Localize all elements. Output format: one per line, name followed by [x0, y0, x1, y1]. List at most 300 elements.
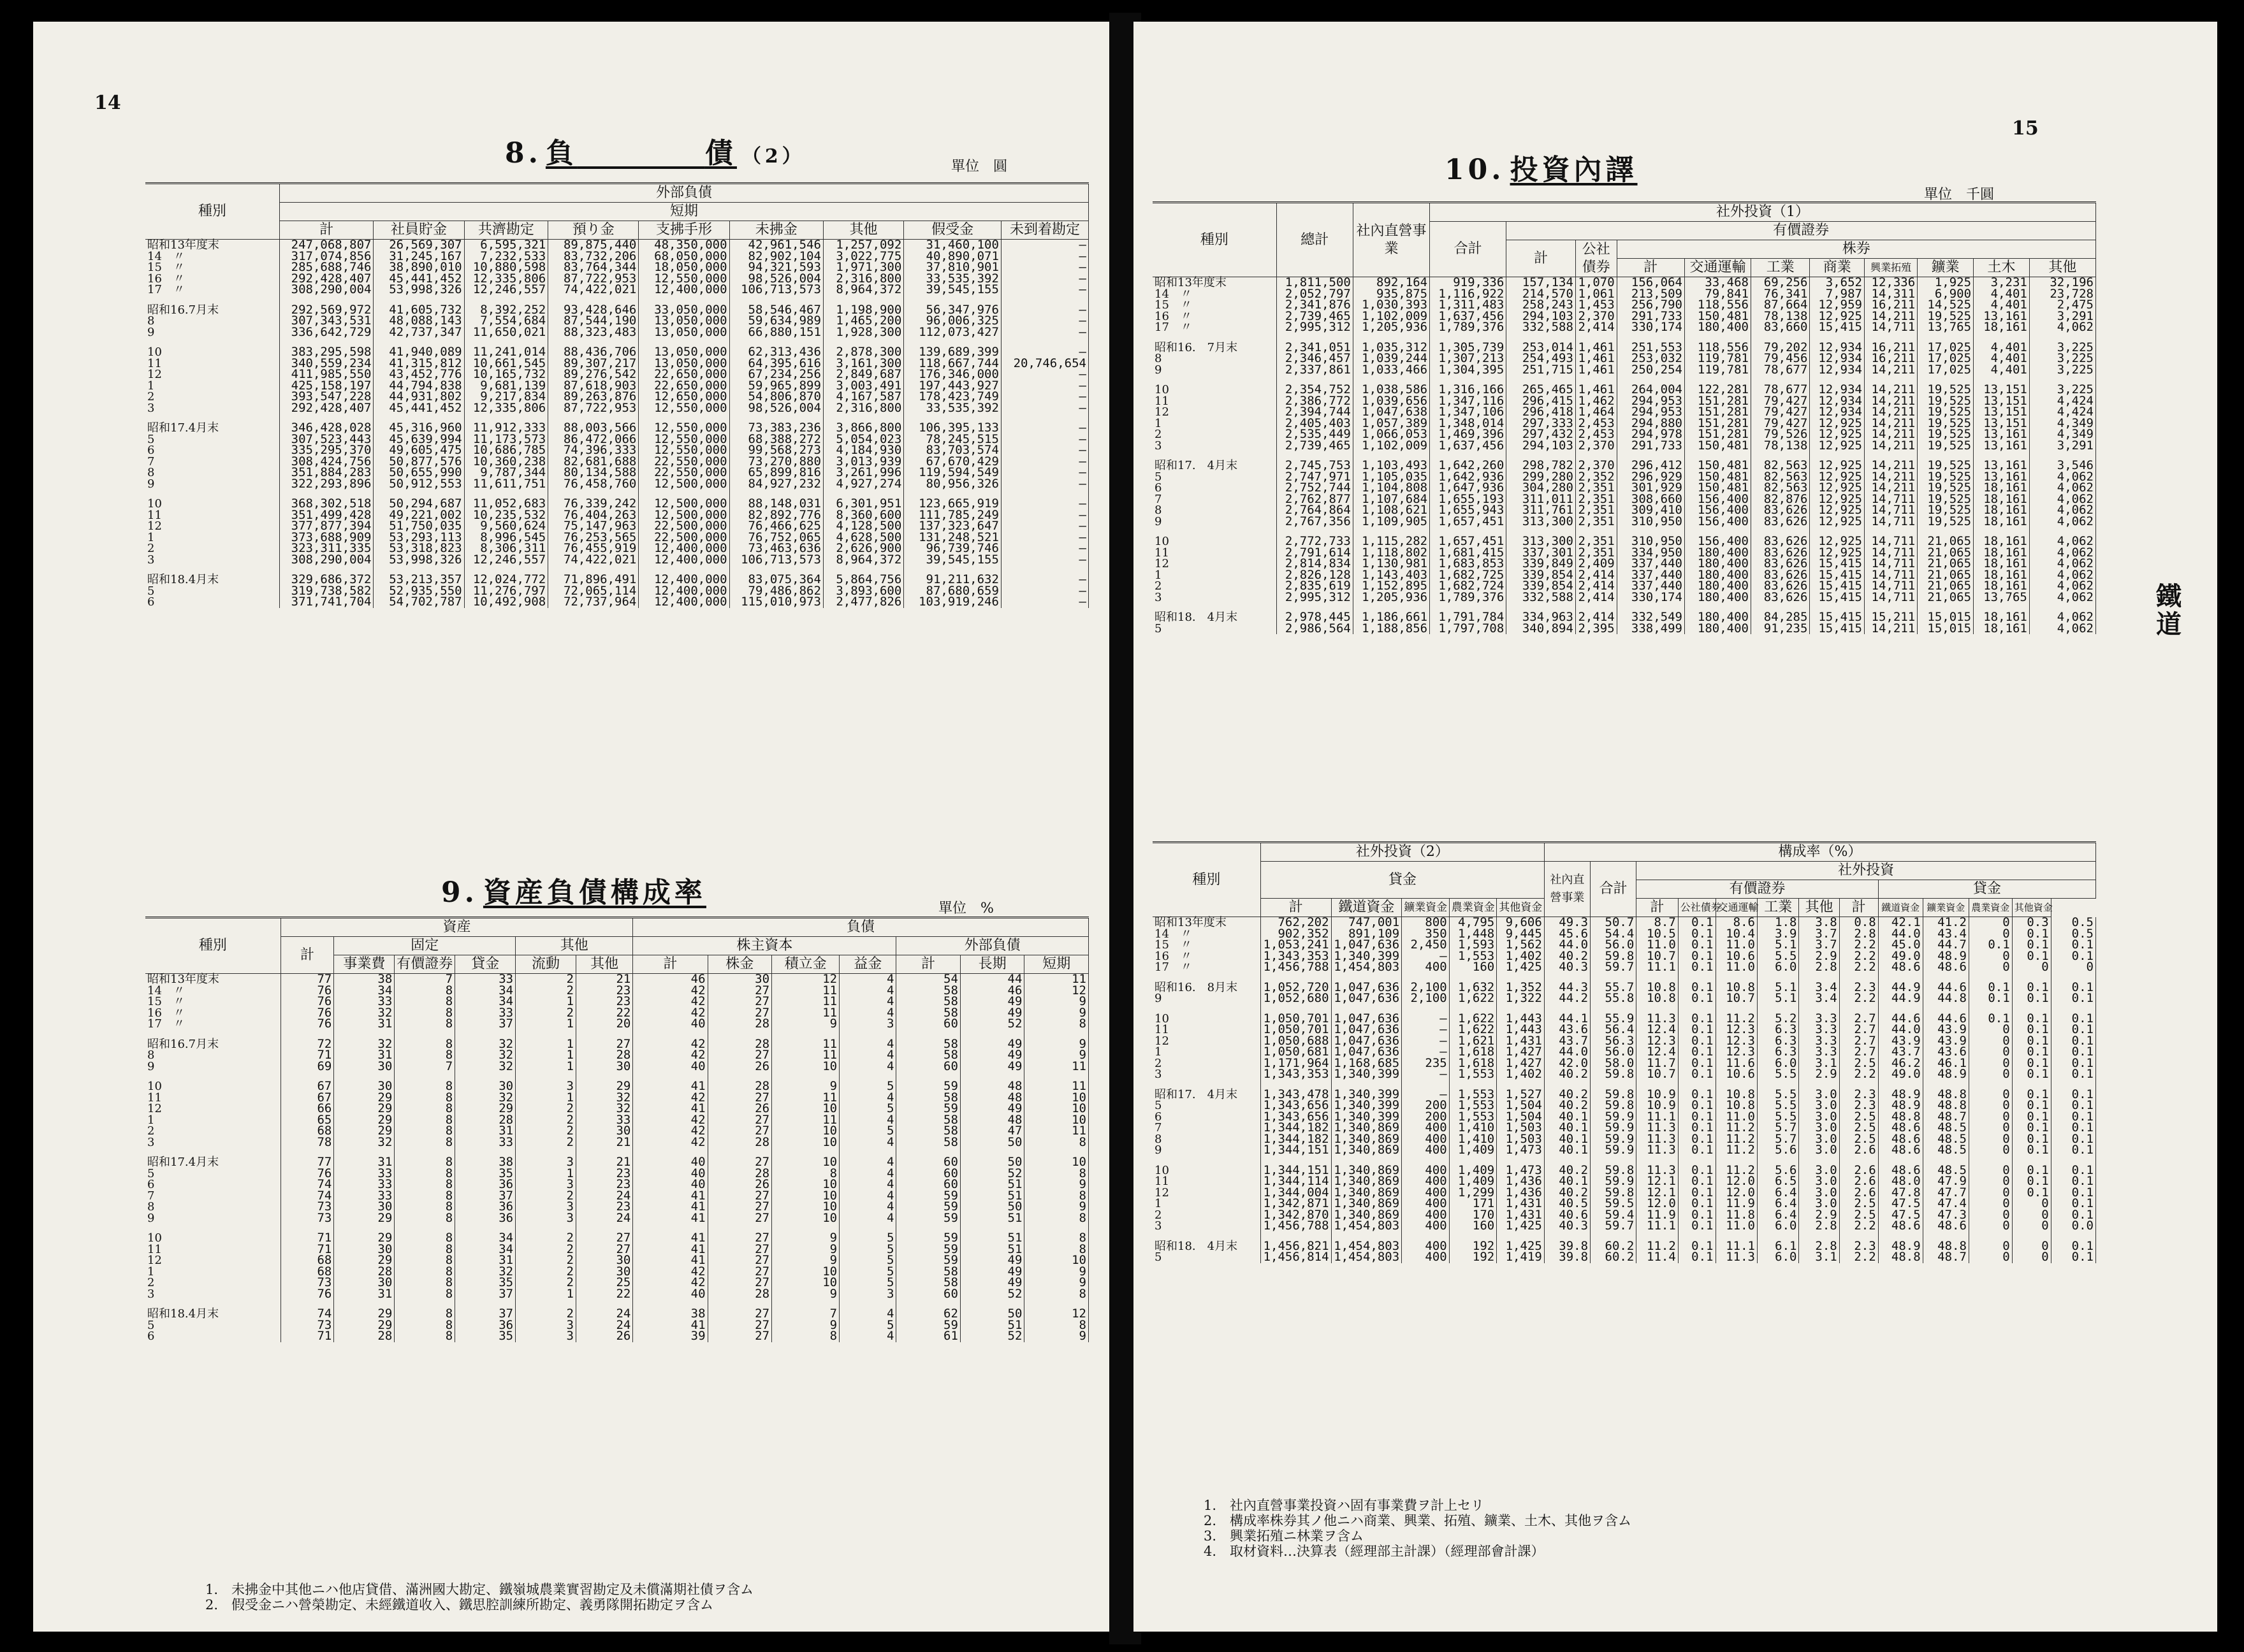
cell: 1,340,869 [1331, 1187, 1402, 1199]
section-tab-railway: 鐵 道 [2156, 581, 2182, 639]
cell: 26 [708, 1061, 771, 1073]
cell: 180,400 [1684, 570, 1751, 581]
cell: 40.1 [1544, 1145, 1590, 1156]
cell: 29 [334, 1092, 395, 1104]
cell: 1,205,936 [1353, 322, 1429, 333]
row-label: 17 〃 [1153, 322, 1276, 333]
cell: 4 [840, 1115, 896, 1126]
cell: 87,618,903 [548, 380, 639, 392]
cell: 40.2 [1544, 1187, 1590, 1199]
cell: 4,062 [2029, 581, 2095, 592]
cell: 55.7 [1591, 982, 1636, 994]
cell: 32 [455, 1061, 516, 1073]
cell: 10,661,545 [464, 358, 548, 370]
cell: 4,795 [1449, 917, 1497, 929]
cell: 4 [840, 1308, 896, 1320]
cell: 2.8 [1799, 1221, 1839, 1232]
row-label: 14 〃 [1153, 929, 1260, 940]
row-label: 昭和13年度末 [145, 974, 280, 985]
cell: 35 [455, 1168, 516, 1180]
cell: 0.8 [1839, 917, 1878, 929]
cell: 0 [1969, 1089, 2012, 1101]
row-label: 10 [1153, 384, 1276, 396]
cell: 15,015 [1918, 612, 1974, 623]
row-label: 8 [145, 315, 280, 327]
cell: 11.3 [1636, 1122, 1678, 1134]
cell: 23 [576, 985, 633, 997]
cell: 53,998,326 [374, 284, 464, 296]
cell: 180,400 [1684, 322, 1751, 333]
cell: 180,400 [1684, 581, 1751, 592]
cell: 2,826,128 [1276, 570, 1353, 581]
cell: 12.4 [1636, 1024, 1678, 1036]
cell: 0 [1969, 1069, 2012, 1080]
cell: 8 [395, 1103, 455, 1115]
cell: 19,525 [1918, 482, 1974, 494]
cell: 32 [334, 1137, 395, 1148]
row-label: 9 [1153, 516, 1276, 528]
cell: 8 [395, 1255, 455, 1266]
cell: 294,978 [1617, 429, 1684, 440]
row-label: 1 [1153, 418, 1276, 430]
cell: 48,350,000 [639, 240, 729, 251]
cell: 33 [334, 1168, 395, 1180]
cell: 68 [280, 1255, 334, 1266]
cell: 78,677 [1751, 384, 1809, 396]
cell: 12,024,772 [464, 574, 548, 586]
cell: 43.7 [1878, 1047, 1923, 1058]
cell: 22,650,000 [639, 380, 729, 392]
cell: 60 [896, 1179, 960, 1191]
cell: 10 [772, 1103, 840, 1115]
cell: 11.0 [1716, 962, 1757, 973]
cell: 74,422,021 [548, 554, 639, 566]
row-label: 6 [1153, 1112, 1260, 1123]
cell: 8 [395, 1039, 455, 1050]
cell: 292,569,972 [280, 305, 374, 316]
cell: 1,464 [1575, 407, 1617, 418]
cell: 60 [896, 1018, 960, 1030]
cell: 37 [455, 1018, 516, 1030]
cell: 62 [896, 1308, 960, 1320]
table-row [1153, 516, 2096, 528]
cell: 10 [1024, 1103, 1089, 1115]
table-8-title: 8. 負 債 （2） [505, 137, 805, 170]
cell: 151,281 [1684, 429, 1751, 440]
cell: 1,343,656 [1260, 1112, 1331, 1123]
cell: 334,963 [1506, 612, 1576, 623]
cell: 2.3 [1839, 1100, 1878, 1112]
cell: 1,402 [1497, 1069, 1545, 1080]
cell: 28 [334, 1331, 395, 1342]
cell: 3.7 [1799, 929, 1839, 940]
cell: 9 [1024, 1277, 1089, 1289]
cell: 2,370 [1575, 460, 1617, 472]
cell: 1,340,399 [1331, 1112, 1402, 1123]
cell: 0.1 [2051, 1165, 2095, 1177]
cell: 15,415 [1810, 612, 1865, 623]
row-label: 昭和17.4月末 [145, 423, 280, 434]
cell: 0 [1969, 1210, 2012, 1221]
cell: 150,481 [1684, 482, 1751, 494]
cell: 42 [633, 1137, 708, 1148]
cell: 3.7 [1799, 939, 1839, 951]
cell: 58 [896, 1115, 960, 1126]
cell: 1,425 [1497, 1221, 1545, 1232]
cell: 59 [896, 1103, 960, 1115]
cell: 19,525 [1918, 440, 1974, 452]
cell: 11,052,683 [464, 498, 548, 510]
header-mining-fund: 鑛業資金 [1402, 899, 1450, 917]
cell: 48.9 [1878, 1100, 1923, 1112]
cell: 12.3 [1716, 1036, 1757, 1047]
cell: 10 [1024, 1115, 1089, 1126]
cell: 48,088,143 [374, 315, 464, 327]
cell: 1,503 [1497, 1122, 1545, 1134]
cell: 66 [280, 1103, 334, 1115]
row-label: 7 [1153, 1122, 1260, 1134]
table-row [145, 403, 1089, 414]
row-label: 16 〃 [145, 273, 280, 285]
cell: 14,211 [1864, 384, 1917, 396]
cell: 59.7 [1591, 962, 1636, 973]
cell: 87,722,953 [548, 403, 639, 414]
cell: 14,311 [1864, 289, 1917, 300]
cell: 40.6 [1544, 1210, 1590, 1221]
table-10-investment [1153, 201, 2096, 634]
cell: 8 [395, 1201, 455, 1213]
left-page [33, 22, 1117, 1632]
cell: 2,414 [1575, 581, 1617, 592]
cell: 26,569,307 [374, 240, 464, 251]
cell: 29 [334, 1255, 395, 1266]
cell: 79,427 [1751, 407, 1809, 418]
cell: 111,785,249 [904, 510, 1002, 521]
cell: 9 [1024, 1331, 1089, 1342]
cell: 0 [1969, 1187, 2012, 1199]
cell: 12.3 [1716, 1047, 1757, 1058]
cell: 73 [280, 1277, 334, 1289]
cell: 45,639,994 [374, 434, 464, 446]
cell: 0.1 [2051, 1176, 2095, 1187]
cell: 76 [280, 1018, 334, 1030]
cell: 43.9 [1878, 1036, 1923, 1047]
cell: 4,062 [2029, 494, 2095, 505]
cell: 3,225 [2029, 365, 2095, 376]
cell: 2,772,733 [1276, 536, 1353, 547]
cell: 1,461 [1575, 353, 1617, 365]
cell: 0.1 [2051, 951, 2095, 962]
cell: 4,062 [2029, 516, 2095, 528]
cell: 12,650,000 [639, 391, 729, 403]
cell: 48.9 [1923, 1069, 1969, 1080]
cell: 48.8 [1878, 1112, 1923, 1123]
cell: 59.8 [1591, 951, 1636, 962]
cell: 1,130,981 [1353, 558, 1429, 570]
cell: 9,681,139 [464, 380, 548, 392]
cell: 10.8 [1716, 982, 1757, 994]
cell: 8 [395, 1266, 455, 1278]
row-label: 10 [1153, 1165, 1260, 1177]
cell: 0.1 [2012, 1122, 2051, 1134]
cell: 1,344,114 [1260, 1176, 1331, 1187]
cell: 1,030,393 [1353, 300, 1429, 311]
header-agri-fund2: 農業資金 [1969, 899, 2012, 917]
cell: 0.1 [2012, 993, 2051, 1004]
cell: 23 [576, 1179, 633, 1191]
header-total2: 計 [1636, 899, 1678, 917]
cell: 0.0 [2051, 1221, 2095, 1232]
cell: 42 [633, 1266, 708, 1278]
cell: 34 [455, 985, 516, 997]
header-other-fund2: 其他資金 [2012, 899, 2051, 917]
cell: 308,290,004 [280, 554, 374, 566]
cell: 0 [1969, 1221, 2012, 1232]
cell: 0.1 [1678, 1089, 1716, 1101]
cell: 83,764,344 [548, 262, 639, 273]
cell: 67 [280, 1092, 334, 1104]
cell: 1,419 [1497, 1252, 1545, 1263]
cell: 40.2 [1544, 1165, 1590, 1177]
cell: 48.5 [1923, 1134, 1969, 1145]
cell: 56.3 [1591, 1036, 1636, 1047]
cell: 0.1 [1969, 1013, 2012, 1025]
cell: 11.0 [1716, 1112, 1757, 1123]
header-total3: 計 [1617, 259, 1684, 277]
cell: 23 [576, 996, 633, 1008]
cell: 1,343,353 [1260, 1069, 1331, 1080]
cell: 36 [455, 1179, 516, 1191]
cell: 2.3 [1839, 1089, 1878, 1101]
table-row [1153, 1069, 2096, 1080]
cell: 335,295,370 [280, 445, 374, 456]
cell: 12,550,000 [639, 423, 729, 434]
cell: 8 [1024, 1233, 1089, 1244]
cell: 2.2 [1839, 1252, 1878, 1263]
header-rail-fund: 鐵道資金 [1331, 899, 1402, 917]
cell: 1,427 [1497, 1058, 1545, 1069]
row-label: 6 [1153, 482, 1276, 494]
row-label: 2 [145, 391, 280, 403]
cell: 292,428,407 [280, 403, 374, 414]
cell: 59.9 [1591, 1134, 1636, 1145]
cell: 0.1 [2012, 1145, 2051, 1156]
cell: 12,400,000 [639, 597, 729, 608]
cell: 98,526,004 [729, 273, 823, 285]
cell: 31,460,100 [904, 240, 1002, 251]
cell: 18,161 [1974, 516, 2030, 528]
cell: 11,611,751 [464, 479, 548, 490]
cell: 59.4 [1591, 1210, 1636, 1221]
cell: 251,715 [1506, 365, 1576, 376]
cell: 1,342,871 [1260, 1198, 1331, 1210]
cell: 1,340,869 [1331, 1122, 1402, 1134]
cell: 14,211 [1864, 472, 1917, 483]
cell: 9 [772, 1081, 840, 1092]
cell: 8 [395, 1289, 455, 1300]
cell: 50,655,990 [374, 467, 464, 479]
cell: 44.0 [1544, 939, 1590, 951]
cell: ― [1001, 479, 1088, 490]
cell: 12.0 [1716, 1176, 1757, 1187]
cell: 150,481 [1684, 460, 1751, 472]
table-row [145, 1289, 1089, 1300]
cell: 8 [1024, 1191, 1089, 1202]
cell: 9,606 [1497, 917, 1545, 929]
cell: 8 [1024, 1137, 1089, 1148]
row-label: 昭和16.7月末 [145, 1039, 280, 1050]
cell: 40.1 [1544, 1176, 1590, 1187]
cell: 30 [708, 974, 771, 985]
table-10-unit: 單位 千圓 [1924, 187, 1995, 203]
cell: 15,415 [1810, 581, 1865, 592]
cell: 103,919,246 [904, 597, 1002, 608]
cell: 58 [896, 1008, 960, 1019]
cell: 8 [395, 996, 455, 1008]
cell: 151,281 [1684, 407, 1751, 418]
cell: 28 [576, 1050, 633, 1061]
row-label: 12 [1153, 1036, 1260, 1047]
cell: 59.9 [1591, 1112, 1636, 1123]
cell: 0.1 [2012, 982, 2051, 994]
cell: 3 [516, 1179, 576, 1191]
cell: 93,428,646 [548, 305, 639, 316]
cell: 41,315,812 [374, 358, 464, 370]
cell: 13,161 [1974, 460, 2030, 472]
header-kind: 種別 [1153, 203, 1276, 277]
row-label: 2 [1153, 429, 1276, 440]
cell: 308,424,756 [280, 456, 374, 468]
cell: 13,151 [1974, 396, 2030, 407]
cell: 12,934 [1810, 353, 1865, 365]
cell: 29 [576, 1081, 633, 1092]
cell: 75,147,963 [548, 521, 639, 532]
cell: 0.1 [1678, 1165, 1716, 1177]
row-label: 16 〃 [1153, 951, 1260, 962]
cell: 40 [633, 1157, 708, 1168]
cell: 14,711 [1864, 592, 1917, 604]
cell: 2,395 [1575, 623, 1617, 635]
cell: 2,346,457 [1276, 353, 1353, 365]
cell: 11 [772, 1115, 840, 1126]
cell: 36 [455, 1213, 516, 1224]
cell: 59.8 [1591, 1165, 1636, 1177]
cell: 8 [395, 1308, 455, 1320]
cell: 1,431 [1497, 1210, 1545, 1221]
cell: 83,626 [1751, 581, 1809, 592]
cell: 14,711 [1864, 505, 1917, 516]
cell: 48.5 [1923, 1145, 1969, 1156]
cell: 12,400,000 [639, 543, 729, 554]
cell: 2,477,826 [823, 597, 903, 608]
cell: 3.3 [1799, 1024, 1839, 1036]
cell: 3 [516, 1081, 576, 1092]
cell: 6,301,951 [823, 498, 903, 510]
cell: 1,344,182 [1260, 1134, 1331, 1145]
cell: 2,351 [1575, 536, 1617, 547]
cell: 0.1 [1678, 1210, 1716, 1221]
cell: 8,964,372 [823, 554, 903, 566]
cell: 38 [334, 974, 395, 985]
cell: 2,409 [1575, 558, 1617, 570]
cell: ― [1001, 369, 1088, 380]
cell: 22,650,000 [639, 369, 729, 380]
cell: 3.1 [1799, 1252, 1839, 1263]
cell: 0.1 [2012, 1024, 2051, 1036]
row-label: 15 〃 [145, 262, 280, 273]
header-mining: 鑛業 [1918, 259, 1974, 277]
cell: 1,104,808 [1353, 482, 1429, 494]
cell: 8 [395, 1115, 455, 1126]
table-9-notes [205, 1582, 754, 1612]
header-external-investment: 社外投資（1） [1430, 203, 2096, 222]
cell: 309,410 [1617, 505, 1684, 516]
cell: 3,261,996 [823, 467, 903, 479]
cell: 330,174 [1617, 322, 1684, 333]
row-label: 8 [1153, 505, 1276, 516]
cell: 10.5 [1636, 929, 1678, 940]
cell: 400 [1402, 1198, 1450, 1210]
cell: 59 [896, 1213, 960, 1224]
cell: 94,321,593 [729, 262, 823, 273]
cell: 43.7 [1544, 1036, 1590, 1047]
cell: 2 [516, 974, 576, 985]
cell: 3 [516, 1157, 576, 1168]
cell: 0 [1969, 1134, 2012, 1145]
cell: 43.4 [1923, 929, 1969, 940]
cell: 76,341 [1751, 289, 1809, 300]
cell: 1,050,701 [1260, 1013, 1331, 1025]
cell: 0 [2012, 962, 2051, 973]
cell: 2,739,465 [1276, 440, 1353, 452]
cell: 296,418 [1506, 407, 1576, 418]
cell: 59.9 [1591, 1176, 1636, 1187]
cell: 37 [455, 1289, 516, 1300]
cell: ― [1001, 403, 1088, 414]
cell: 1,402 [1497, 951, 1545, 962]
cell: 91,235 [1751, 623, 1809, 635]
row-label: 昭和13年度末 [145, 240, 280, 251]
cell: 2,814,834 [1276, 558, 1353, 570]
cell: 9,445 [1497, 929, 1545, 940]
row-label: 11 [1153, 1176, 1260, 1187]
cell: 425,158,197 [280, 380, 374, 392]
cell: 32 [576, 1103, 633, 1115]
row-label: 11 [145, 510, 280, 521]
cell: 0 [1969, 1100, 2012, 1112]
cell: 73 [280, 1213, 334, 1224]
cell: 29 [455, 1103, 516, 1115]
cell: 400 [1402, 1176, 1450, 1187]
cell: 0 [1969, 1241, 2012, 1252]
cell: 13,161 [1974, 472, 2030, 483]
cell: 2.7 [1839, 1047, 1878, 1058]
cell: 1,102,009 [1353, 440, 1429, 452]
cell: 12.3 [1636, 1036, 1678, 1047]
cell: 48.9 [1878, 1089, 1923, 1101]
cell: 2,878,300 [823, 347, 903, 358]
cell: 20 [576, 1018, 633, 1030]
cell: 48.7 [1923, 1112, 1969, 1123]
cell: 2,414 [1575, 570, 1617, 581]
cell: 48.7 [1923, 1252, 1969, 1263]
cell: 71 [280, 1331, 334, 1342]
row-label: 5 [1153, 623, 1276, 635]
cell: 11 [1024, 1126, 1089, 1137]
header-capital: 株主資本 [633, 937, 896, 955]
cell: 49.0 [1878, 1069, 1923, 1080]
cell: 33 [455, 1008, 516, 1019]
